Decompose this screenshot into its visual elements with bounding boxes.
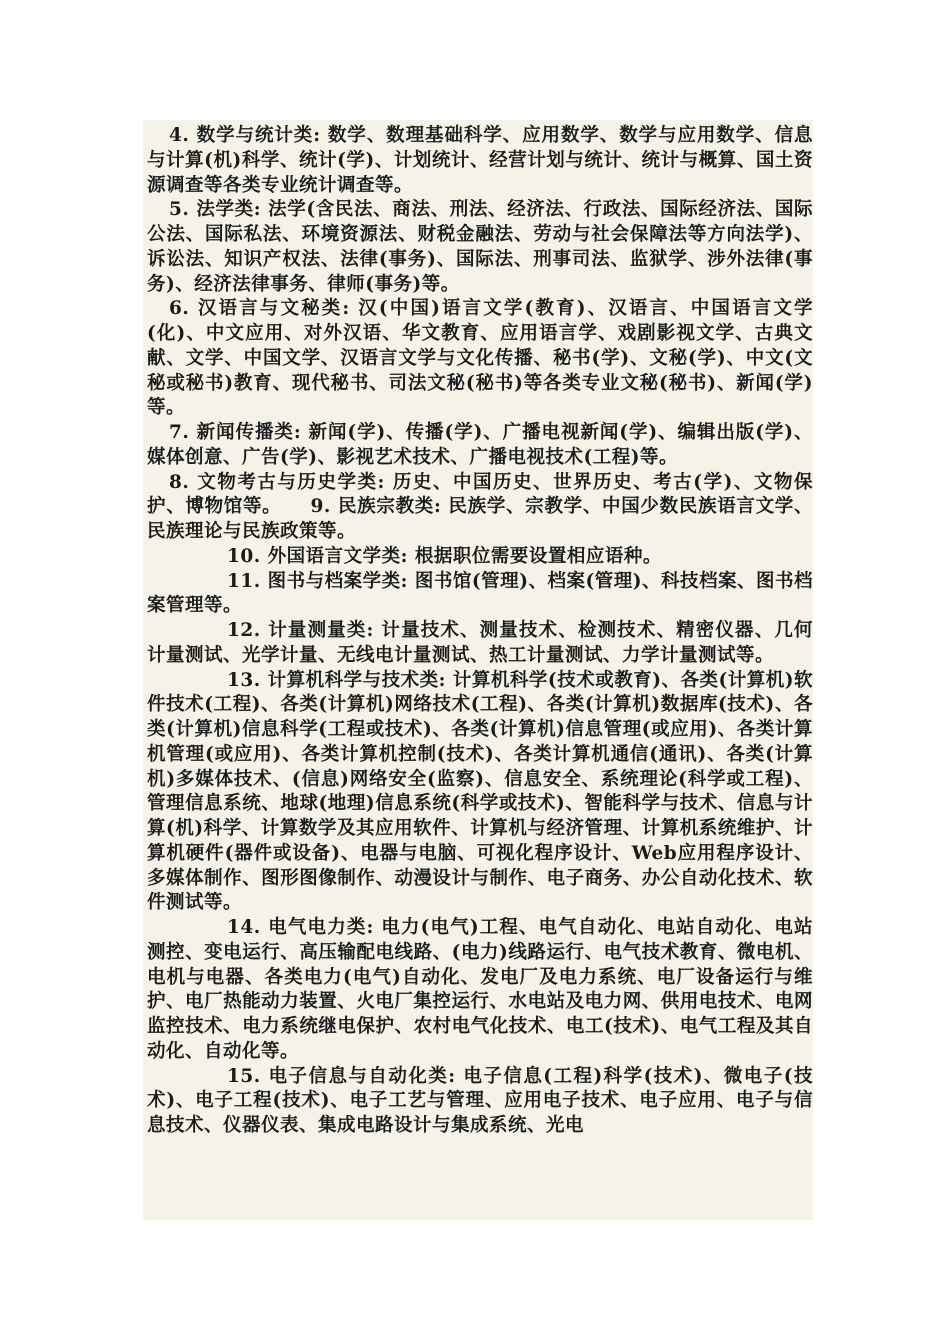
paragraph-electronics-automation: 15. 电子信息与自动化类: 电子信息(工程)科学(技术)、微电子(技术)、电子工程(技术)、电子工艺与管理、应用电子技术、电子应用、电子与信息技术、仪器仪表、集成电路设计与集成系统、光电 — [147, 1065, 813, 1136]
paragraph-history-ethnic: 8. 文物考古与历史学类: 历史、中国历史、世界历史、考古(学)、文物保护、博物馆等。 9. 民族宗教类: 民族学、宗教学、中国少数民族语言文学、民族理论与民族政策等。 — [147, 471, 813, 542]
paragraph-foreign-languages: 10. 外国语言文学类: 根据职位需要设置相应语种。 — [227, 545, 662, 567]
paragraph-journalism: 7. 新闻传播类: 新闻(学)、传播(学)、广播电视新闻(学)、编辑出版(学)、媒体创意、广告(学)、影视艺术技术、广播电视技术(工程)等。 — [147, 422, 813, 468]
paragraph-library-archives: 11. 图书与档案学类: 图书馆(管理)、档案(管理)、科技档案、图书档案管理等。 — [147, 570, 813, 617]
paragraph-law: 5. 法学类: 法学(含民法、商法、刑法、经济法、行政法、国际经济法、国际公法、国际私法、环境资源法、财税金融法、劳动与社会保障法等方向法学)、诉讼法、知识产权法、法律(事务)、国际法、刑事司法、监狱学、涉外法律(事务)、经济法律事务、律师(事务)等。 — [147, 199, 813, 295]
paragraph-computer-science: 13. 计算机科学与技术类: 计算机科学(技术或教育)、各类(计算机)软件技术(工程)、各类(计算机)网络技术(工程)、各类(计算机)数据库(技术)、各类(计算机)信息科学(工程或技术)、各类(计算机)信息管理(或应用)、各类计算机管理(或应用)、各类计算机控制(技术)、各类计算机通信(通讯)、各类(计算机)多媒体技术、(信息)网络安全(监察)、信息安全、系统理论(科学或工程)、管理信息系统、地球(地理)信息系统(科学或技术)、智能科学与技术、信息与计算(机)科学、计算数学及其应用软件、计算机与经济管理、计算机系统维护、计算机硬件(器件或设备)、电器与电脑、可视化程序设计、Web应用程序设计、多媒体制作、图形图像制作、动漫设计与制作、电子商务、办公自动化技术、软件测试等。 — [147, 669, 813, 914]
paragraph-metrology: 12. 计量测量类: 计量技术、测量技术、检测技术、精密仪器、几何计量测试、光学计量、无线电计量测试、热工计量测试、力学计量测试等。 — [147, 620, 813, 666]
document-text-block — [143, 120, 813, 1220]
paragraph-chinese-secretarial: 6. 汉语言与文秘类: 汉(中国)语言文学(教育)、汉语言、中国语言文学(化)、中文应用、对外汉语、华文教育、应用语言学、戏剧影视文学、古典文献、文学、中国文学、汉语言文学与文化传播、秘书(学)、文秘(学)、中文(文秘或秘书)教育、现代秘书、司法文秘(秘书)等各类专业文秘(秘书)、新闻(学)等。 — [147, 298, 813, 419]
paragraph-electrical-power: 14. 电气电力类: 电力(电气)工程、电气自动化、电站自动化、电站测控、变电运行、高压输配电线路、(电力)线路运行、电气技术教育、微电机、电机与电器、各类电力(电气)自动化、发电厂及电力系统、电厂设备运行与维护、电厂热能动力装置、火电厂集控运行、水电站及电力网、供用电技术、电网监控技术、电力系统继电保护、农村电气化技术、电工(技术)、电气工程及其自动化、自动化等。 — [147, 917, 813, 1062]
paragraph-math-statistics: 4. 数学与统计类: 数学、数理基础科学、应用数学、数学与应用数学、信息与计算(机)科学、统计(学)、计划统计、经营计划与统计、统计与概算、国土资源调查等各类专业统计调查等。 — [147, 125, 813, 196]
